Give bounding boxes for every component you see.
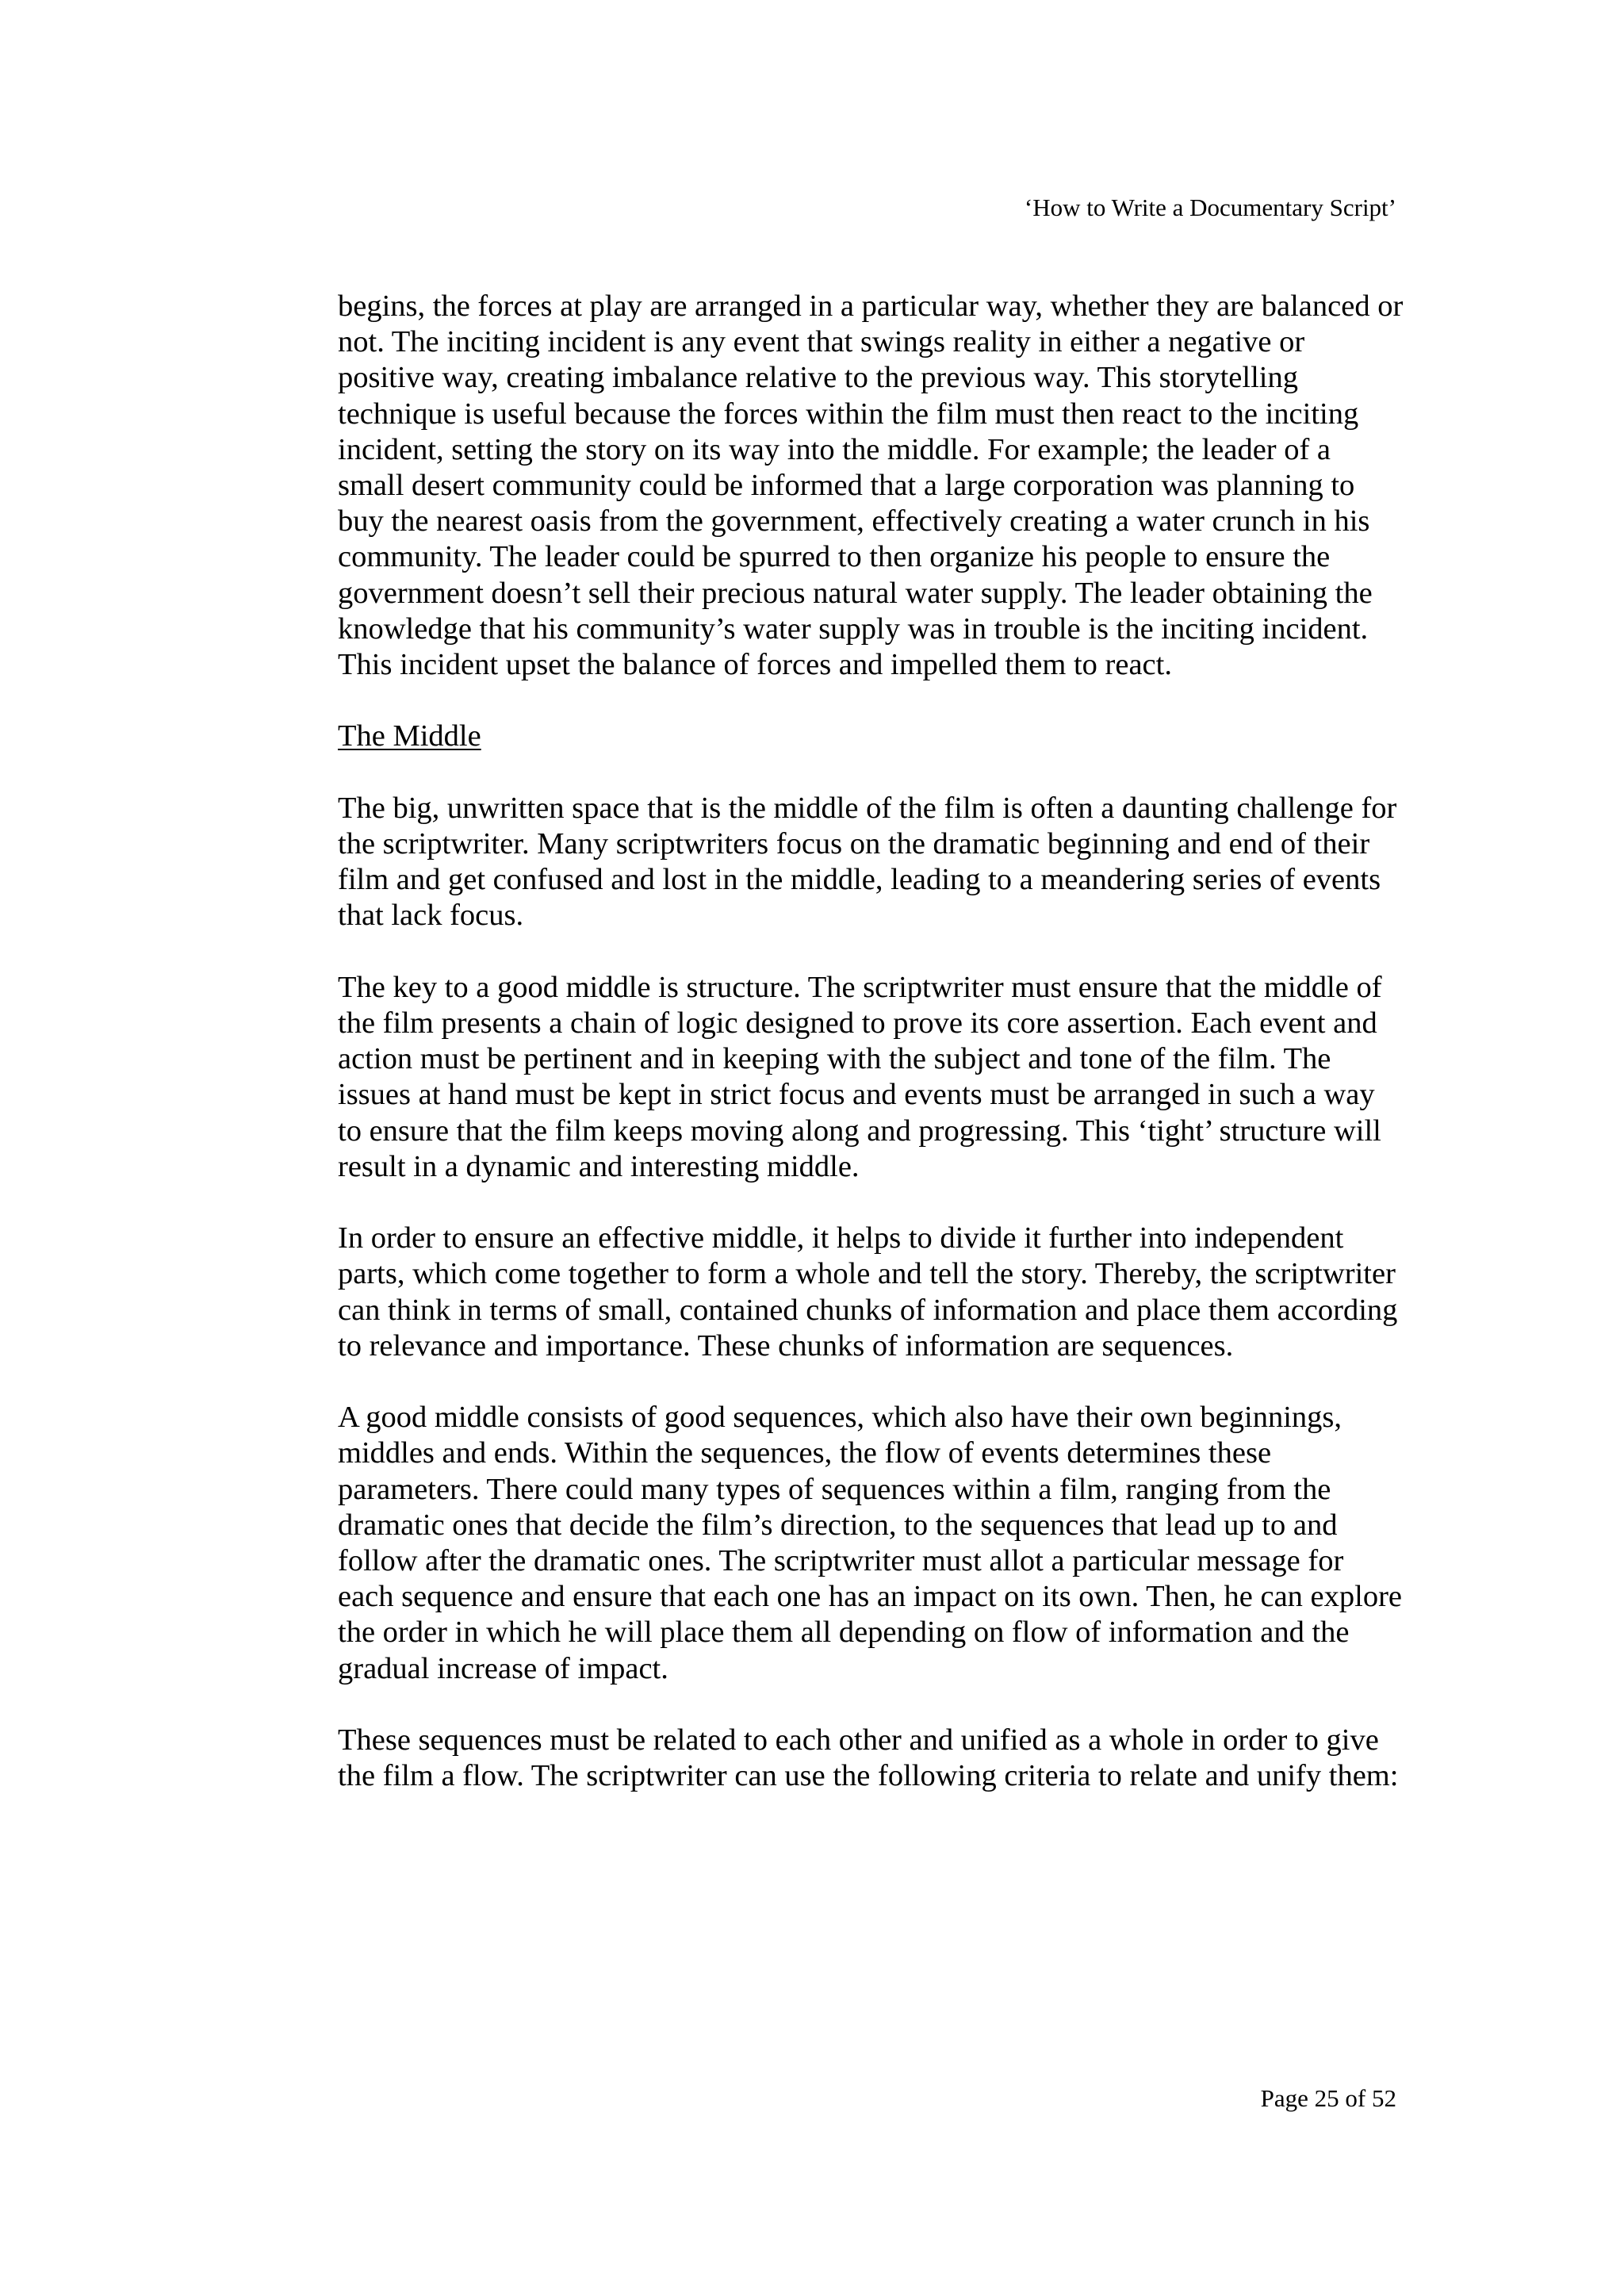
body-text	[338, 289, 1404, 1830]
page-number: Page 25 of 52	[1260, 2084, 1396, 2112]
paragraph-middle-parts: In order to ensure an effective middle, it helps to divide it further into independent parts, which come together to form a whole and tell the story. Thereby, the scriptwriter can think in terms of small, contained chunks of information and place them according to relevance and importance. These chunks of information are sequences.	[338, 1221, 1398, 1363]
paragraph-sequences: A good middle consists of good sequences, which also have their own beginnings, middles and ends. Within the sequences, the flow of events determines these parameters. There could many types of sequences within a film, ranging from the dramatic ones that decide the film’s direction, to the sequences that lead up to and follow after the dramatic ones. The scriptwriter must allot a particular message for each sequence and ensure that each one has an impact on its own. Then, he can explore the order in which he will place them all depending on flow of information and the gradual increase of impact.	[338, 1401, 1402, 1685]
paragraph-middle-structure: The key to a good middle is structure. The scriptwriter must ensure that the middle of the film presents a chain of logic designed to prove its core assertion. Each event and action must be pertinent and in keeping with the subject and tone of the film. The issues at hand must be kept in strict focus and events must be arranged in such a way to ensure that the film keeps moving along and progressing. This ‘tight’ structure will result in a dynamic and interesting middle.	[338, 970, 1382, 1183]
paragraph-unify-sequences: These sequences must be related to each other and unified as a whole in order to give the film a flow. The scriptwriter can use the following criteria to relate and unify them:	[338, 1723, 1399, 1793]
paragraph-middle-challenge: The big, unwritten space that is the middle of the film is often a daunting challenge for the scriptwriter. Many scriptwriters focus on the dramatic beginning and end of their film and get confused and lost in the middle, leading to a meandering series of events that lack focus.	[338, 791, 1397, 933]
section-heading-the-middle: The Middle	[338, 719, 481, 753]
paragraph-inciting-incident: begins, the forces at play are arranged in a particular way, whether they are balanced or not. The inciting incident is any event that swings reality in either a negative or positive way, creating imbalance relative to the previous way. This storytelling technique is useful because the forces within the film must then react to the inciting incident, setting the story on its way into the middle. For example; the leader of a small desert community could be informed that a large corporation was planning to buy the nearest oasis from the government, effectively creating a water crunch in his community. The leader could be spurred to then organize his people to ensure the government doesn’t sell their precious natural water supply. The leader obtaining the knowledge that his community’s water supply was in trouble is the inciting incident. This incident upset the balance of forces and impelled them to react.	[338, 289, 1404, 682]
running-header-title: ‘How to Write a Documentary Script’	[1024, 194, 1396, 221]
